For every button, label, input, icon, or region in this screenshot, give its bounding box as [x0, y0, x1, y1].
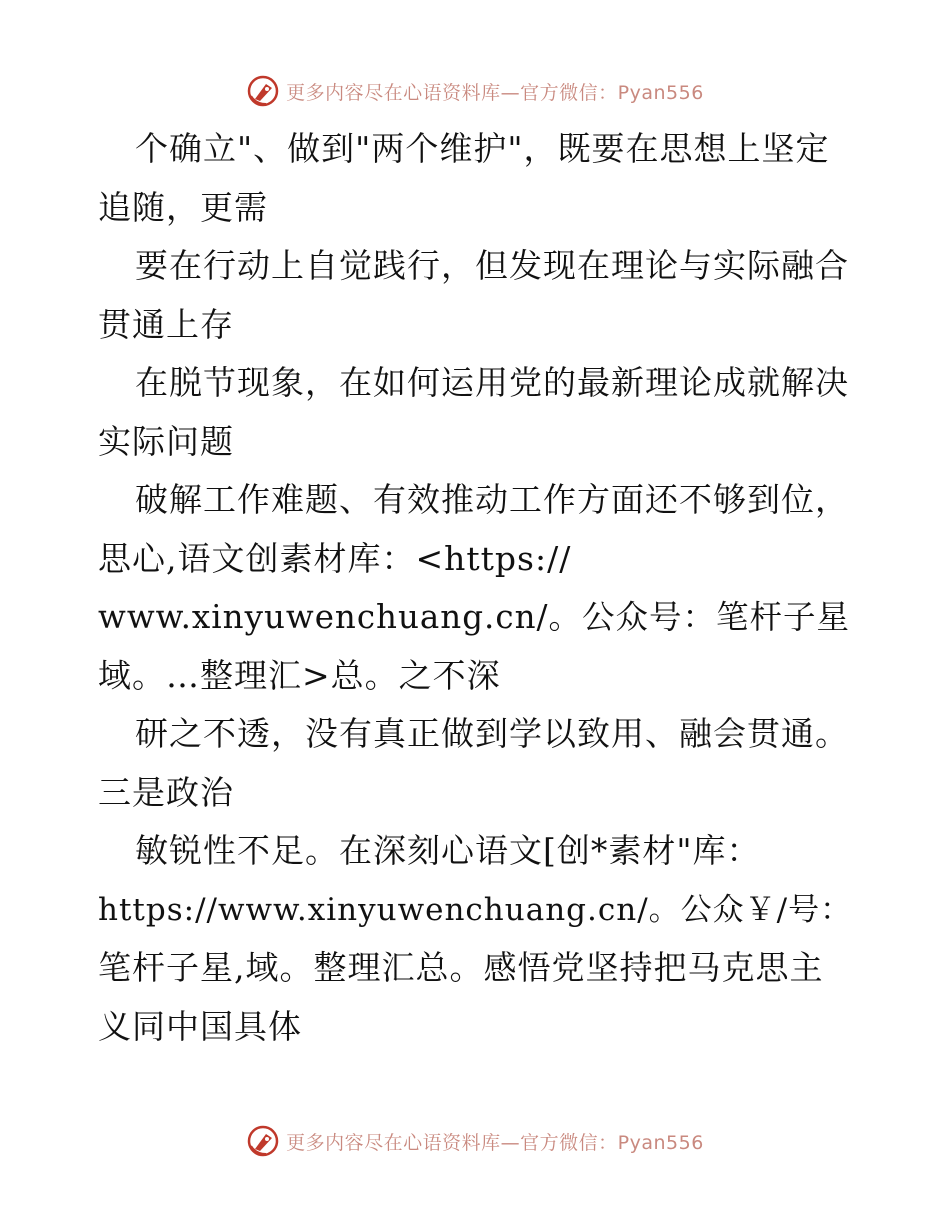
paragraph-line: 义同中国具体 [98, 1006, 302, 1046]
pen-nib-logo-icon [246, 1124, 280, 1158]
paragraph-line: 三是政治 [98, 772, 234, 812]
paragraph-line: 在脱节现象，在如何运用党的最新理论成就解决 [135, 363, 849, 402]
pen-nib-logo-icon [246, 74, 280, 108]
paragraph-line: 笔杆子星,域。整理汇总。感悟党坚持把马克思主 [98, 948, 824, 987]
paragraph-line: 研之不透，没有真正做到学以致用、融会贯通。 [135, 714, 849, 753]
paragraph-line: 要在行动上自觉践行，但发现在理论与实际融合 [135, 246, 849, 285]
paragraph-line: 追随，更需 [98, 187, 268, 227]
paragraph-line: www.xinyuwenchuang.cn/。公众号：笔杆子星 [98, 598, 850, 636]
banner-text: 更多内容尽在心语资料库—官方微信：Pyan556 [286, 81, 704, 104]
header-banner [0, 71, 950, 111]
footer-banner [0, 1121, 950, 1161]
paragraph-line: 实际问题 [98, 421, 234, 461]
document-body [98, 120, 858, 1056]
banner-text: 更多内容尽在心语资料库—官方微信：Pyan556 [286, 1131, 704, 1154]
paragraph-line: 敏锐性不足。在深刻心语文[创*素材"库： [135, 831, 761, 870]
paragraph-line: 个确立"、做到"两个维护"，既要在思想上坚定 [135, 129, 830, 168]
paragraph-line: 破解工作难题、有效推动工作方面还不够到位， [135, 480, 849, 519]
paragraph-line: 思心,语文创素材库：<https:// [98, 538, 572, 578]
paragraph-line: 贯通上存 [98, 304, 234, 344]
paragraph-line: 域。…整理汇>总。之不深 [98, 655, 501, 695]
paragraph-line: https://www.xinyuwenchuang.cn/。公众￥/号： [98, 891, 853, 928]
